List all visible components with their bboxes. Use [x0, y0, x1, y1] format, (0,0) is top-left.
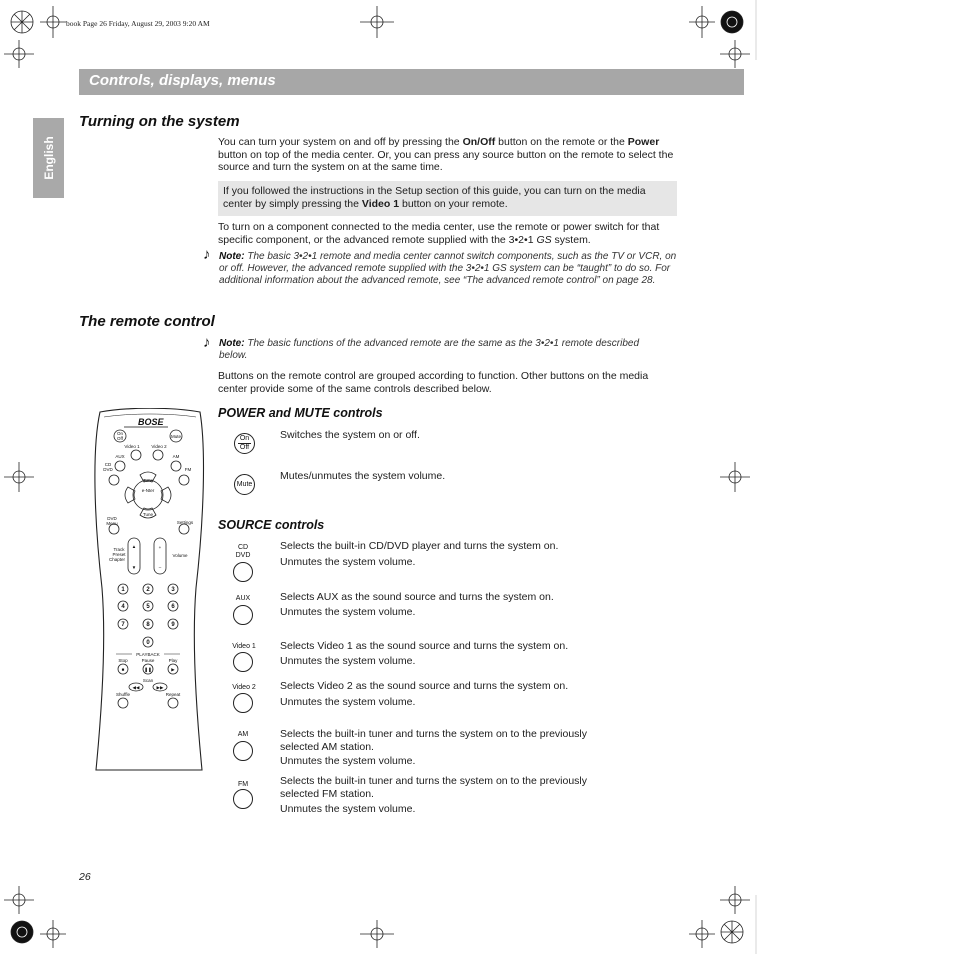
remote-track-label-3: Chapter — [108, 557, 126, 562]
video1-unmute: Unmutes the system volume. — [280, 655, 416, 667]
video1-label: Video 1 — [232, 643, 256, 650]
remote-track-label-2: Preset — [112, 552, 126, 557]
video2-description: Selects Video 2 as the sound source and turns the system on. — [280, 680, 569, 692]
am-label: AM — [237, 731, 249, 738]
fm-unmute: Unmutes the system volume. — [280, 803, 416, 815]
on-off-description: Switches the system on or off. — [280, 429, 420, 441]
remote-playback-label: PLAYBACK — [136, 652, 160, 657]
setup-callout — [218, 181, 677, 216]
remote-tune-up-label: Tune — [142, 478, 154, 483]
svg-text:▲: ▲ — [131, 544, 137, 549]
cd-dvd-description: Selects the built-in CD/DVD player and turns the system on. — [280, 540, 559, 552]
am-button-icon — [233, 741, 253, 761]
svg-text:▶▶: ▶▶ — [156, 685, 164, 690]
video1-description: Selects Video 1 as the sound source and turns the system on. — [280, 640, 569, 652]
remote-digit-9: 9 — [171, 622, 175, 628]
remote-repeat-label: Repeat — [165, 692, 181, 697]
note-switching: Note: The basic 3•2•1 remote and media center cannot switch components, such as the TV or VCR, on or off. However, the advanced remote supplied with the 3•2•1 GS system can be “taught” to do so. For additional information about the advanced remote, see “The advanced remote control” on page 28. — [219, 251, 677, 286]
aux-description: Selects AUX as the sound source and turns the system on. — [280, 591, 554, 603]
remote-video1-label: Video 1 — [124, 444, 140, 449]
mute-label: Mute — [236, 481, 253, 488]
remote-digit-3: 3 — [171, 587, 175, 593]
print-slug: book Page 26 Friday, August 29, 2003 9:20 AM — [66, 19, 210, 28]
svg-text:–: – — [158, 565, 162, 570]
remote-cd-label: CD — [104, 462, 112, 467]
remote-track-label-1: Track — [113, 547, 125, 552]
video2-button-icon — [233, 693, 253, 713]
remote-pause-label: Pause — [141, 658, 155, 663]
heading-remote-control: The remote control — [79, 313, 215, 330]
remote-digit-7: 7 — [121, 622, 125, 628]
remote-dvd-label: DVD — [103, 467, 113, 472]
fm-label: FM — [237, 781, 249, 788]
language-tab-label: English — [41, 136, 56, 180]
remote-digit-0: 0 — [146, 640, 150, 646]
note-icon: ♪ — [203, 246, 211, 263]
banner-title: Controls, displays, menus — [89, 72, 276, 89]
fm-description: Selects the built-in tuner and turns the system on to the previously selected FM station. — [280, 775, 587, 800]
paragraph-components: To turn on a component connected to the media center, use the remote or power switch for that specific component, or the advanced remote supplied with the 3•2•1 GS system. — [218, 221, 660, 246]
remote-brand: BOSE — [138, 417, 164, 427]
remote-digit-1: 1 — [121, 587, 125, 593]
page-number: 26 — [79, 871, 91, 883]
paragraph-buttons: Buttons on the remote control are grouped according to function. Other buttons on the media center provide some of the same controls described below. — [218, 370, 649, 395]
remote-enter-label: e-Nter — [141, 488, 155, 493]
aux-unmute: Unmutes the system volume. — [280, 606, 416, 618]
remote-off-label: Off — [117, 436, 123, 441]
video2-unmute: Unmutes the system volume. — [280, 696, 416, 708]
language-tab — [33, 118, 64, 198]
svg-text:+: + — [158, 545, 162, 550]
fm-button-icon — [233, 789, 253, 809]
remote-scan-label: Scan — [142, 678, 154, 683]
remote-on-label: On — [116, 431, 124, 436]
remote-aux-label: AUX — [115, 454, 125, 459]
remote-play-label: Play — [168, 658, 178, 663]
note-icon: ♪ — [203, 334, 211, 351]
cd-dvd-button-icon — [233, 562, 253, 582]
remote-volume-label: Volume — [172, 553, 188, 558]
cd-dvd-unmute: Unmutes the system volume. — [280, 556, 416, 568]
paragraph-power: You can turn your system on and off by pressing the On/Off button on the remote or the Power button on top of the media center. Or, you can press any source button on the remote to select the source and turn the system on at the same time. — [218, 136, 674, 173]
video2-label: Video 2 — [232, 684, 256, 691]
remote-digit-2: 2 — [146, 587, 150, 593]
remote-digit-6: 6 — [171, 604, 175, 610]
svg-text:▼: ▼ — [131, 565, 137, 570]
cd-dvd-label: CD DVD — [235, 544, 251, 559]
remote-digit-4: 4 — [121, 604, 125, 610]
heading-turning-on: Turning on the system — [79, 113, 240, 130]
mute-description: Mutes/unmutes the system volume. — [280, 470, 446, 482]
heading-power-mute: POWER and MUTE controls — [218, 406, 383, 420]
video1-button-icon — [233, 652, 253, 672]
on-off-label: On Off — [239, 435, 250, 451]
remote-mute-label: Mute — [170, 434, 182, 439]
remote-am-label: AM — [172, 454, 180, 459]
aux-label: AUX — [235, 595, 251, 602]
am-unmute: Unmutes the system volume. — [280, 755, 416, 767]
remote-illustration — [88, 408, 212, 776]
callout-text: If you followed the instructions in the Setup section of this guide, you can turn on the media center by simply pressing the Video 1 button on your remote. — [223, 185, 646, 210]
am-description: Selects the built-in tuner and turns the system on to the previously selected AM station. — [280, 728, 587, 753]
remote-stop-label: Stop — [118, 658, 128, 663]
remote-video2-label: Video 2 — [151, 444, 167, 449]
svg-text:◀◀: ◀◀ — [132, 685, 140, 690]
heading-source: SOURCE controls — [218, 518, 325, 532]
remote-settings-label: Settings — [176, 520, 194, 525]
remote-dvd-menu-label-1: DVD — [107, 516, 117, 521]
remote-fm-label: FM — [184, 467, 192, 472]
remote-shuffle-label: Shuffle — [116, 692, 130, 697]
note-advanced: Note: The basic functions of the advanced remote are the same as the 3•2•1 remote described below. — [219, 338, 640, 361]
svg-text:❚❚: ❚❚ — [144, 667, 152, 672]
remote-dvd-menu-label-2: Menu — [106, 521, 118, 526]
svg-text:■: ■ — [121, 667, 125, 672]
remote-tune-down-label: Tune — [142, 512, 154, 517]
aux-button-icon — [233, 605, 253, 625]
remote-digit-8: 8 — [146, 622, 150, 628]
remote-digit-5: 5 — [146, 604, 150, 610]
svg-text:▶: ▶ — [171, 667, 175, 672]
